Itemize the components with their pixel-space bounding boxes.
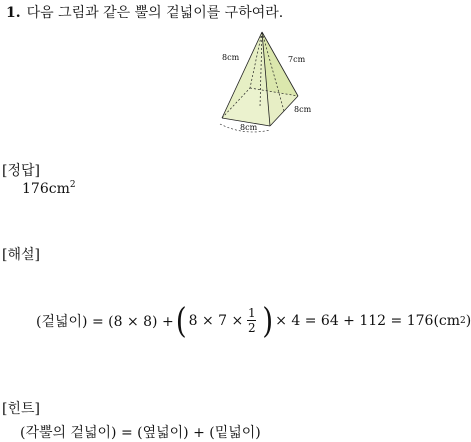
pyramid-figure [214, 26, 318, 134]
fraction [247, 306, 256, 335]
fraction-denominator: 2 [247, 321, 256, 335]
answer-value [22, 180, 76, 197]
hint-text: (각뿔의 겉넓이) = (옆넓이) + (밑넓이) [20, 425, 261, 441]
formula-lhs: (겉넓이) = (8 × 8) + [36, 313, 174, 330]
explanation-formula [36, 299, 471, 341]
label-right-base: 8cm [294, 105, 312, 114]
answer-heading: [정답] [2, 163, 40, 179]
fraction-numerator: 1 [247, 306, 256, 320]
explanation-heading: [해설] [2, 247, 40, 263]
hint-heading: [힌트] [2, 401, 40, 417]
question-text: 다음 그림과 같은 뿔의 겉넓이를 구하여라. [26, 5, 284, 21]
label-slant: 7cm [288, 55, 306, 64]
question [6, 2, 283, 22]
paren-close: ) [262, 299, 274, 341]
formula-end: ) [465, 312, 471, 329]
paren-open: ( [175, 299, 187, 341]
label-left-edge: 8cm [222, 53, 240, 62]
formula-inner: 8 × 7 × [188, 312, 244, 329]
formula-rhs: × 4 = 64 + 112 = 176(cm [275, 312, 461, 329]
formula-exponent: 2 [460, 315, 466, 326]
answer-exponent: 2 [69, 180, 76, 190]
label-bottom-base: 8cm [240, 123, 258, 132]
answer-text: 176cm [22, 181, 70, 197]
question-number: 1. [6, 5, 21, 21]
